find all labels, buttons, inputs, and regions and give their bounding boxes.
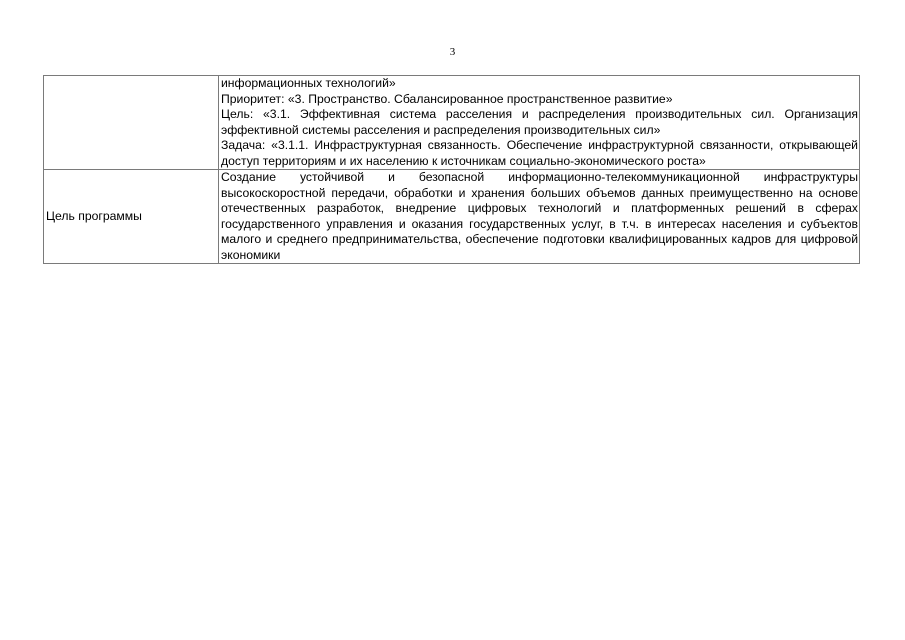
page-number: 3 (449, 46, 456, 58)
paragraph-goal: Цель: «3.1. Эффективная система расселения и распределения производительных сил. Организация эффективной системы расселения и распределения производительных сил» (221, 107, 858, 137)
paragraph-continuation: информационных технологий» (221, 76, 396, 90)
row-content-cell (219, 170, 860, 264)
paragraph-task: Задача: «3.1.1. Инфраструктурная связанность. Обеспечение инфраструктурной связанности, открывающей доступ территориям и их населению к источникам социально-экономического роста» (221, 138, 858, 168)
program-passport-table (43, 75, 860, 264)
row-label-cell (44, 76, 219, 170)
table-row-program-goal (44, 170, 860, 264)
table-row-priorities (44, 76, 860, 170)
row-label-program-goal: Цель программы (44, 170, 219, 264)
row-content-cell (219, 76, 860, 170)
paragraph-priority: Приоритет: «3. Пространство. Сбалансированное пространственное развитие» (221, 91, 673, 106)
paragraph-program-goal-text: Создание устойчивой и безопасной информационно-телекоммуникационной инфраструктуры высокоскоростной передачи, обработки и хранения больших объемов данных преимущественно на основе отечественных разработок, внедрение цифровых технологий и платформенных решений в сферах государственного управления и оказания государственных услуг, в т.ч. в интересах населения и субъектов малого и среднего предпринимательства, обеспечение подготовки квалифицированных кадров для цифровой экономики (221, 170, 858, 262)
